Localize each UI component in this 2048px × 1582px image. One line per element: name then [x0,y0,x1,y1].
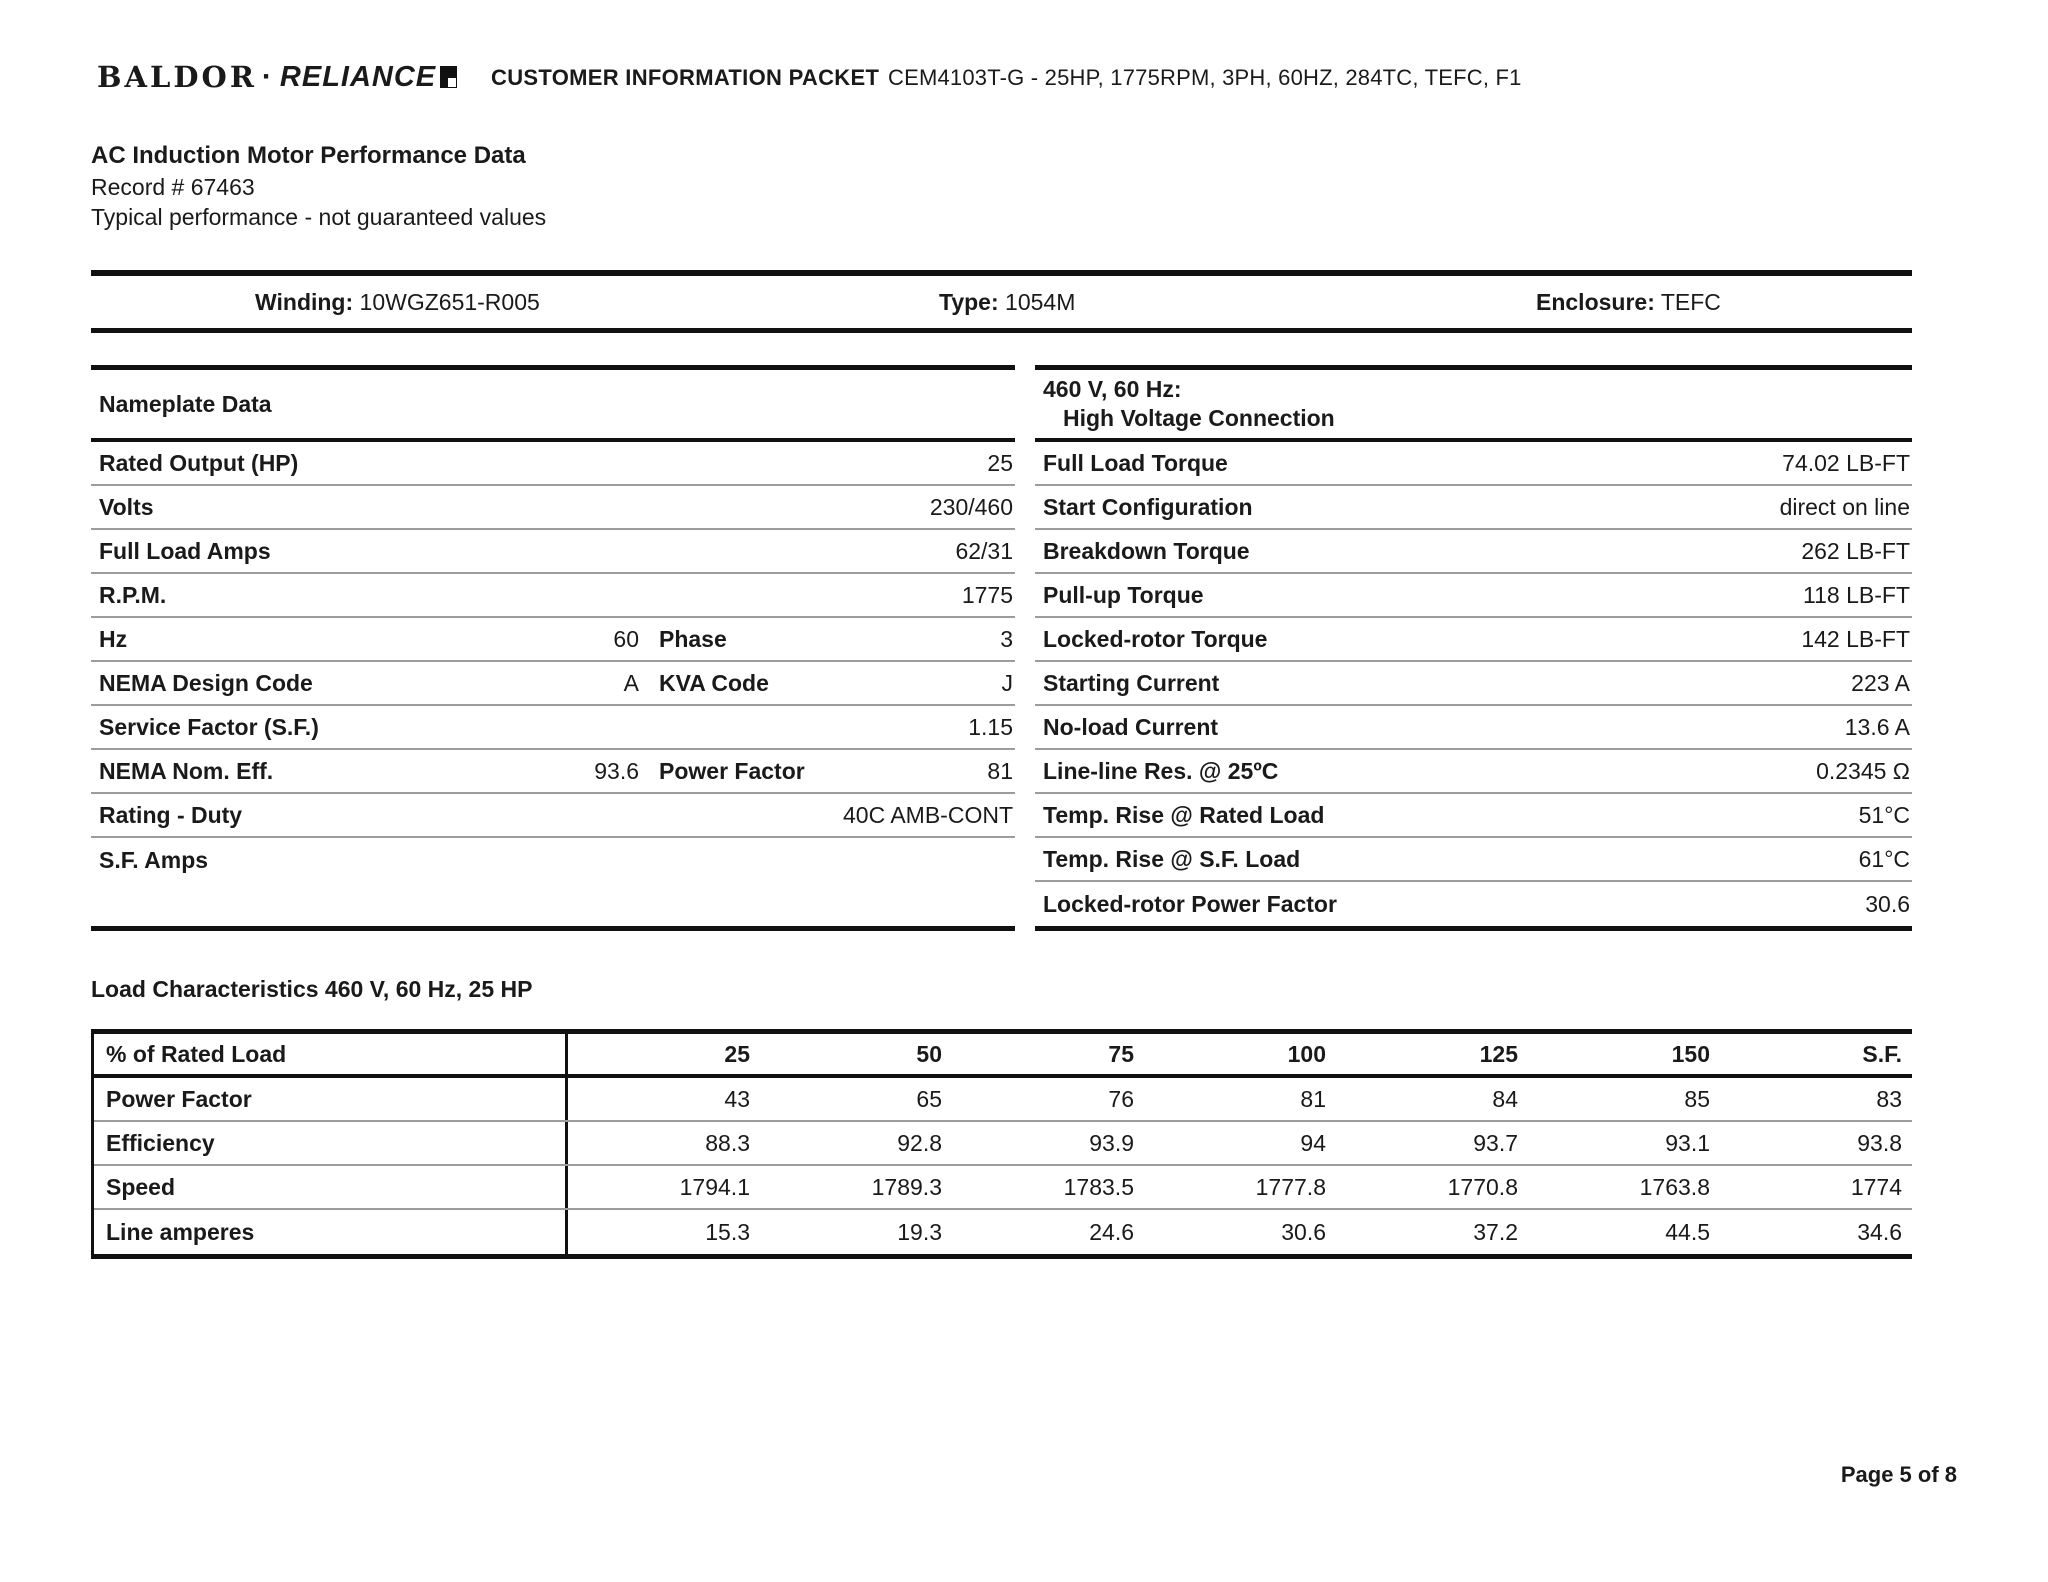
load-cell-value: 1763.8 [1639,1173,1710,1200]
enclosure-label: Enclosure: [1536,289,1655,315]
nameplate-row [91,838,1015,882]
row-label: Starting Current [1043,669,1220,696]
row-label: NEMA Nom. Eff. [99,757,274,784]
connection-row [1035,618,1912,662]
row-value: 3 [1000,625,1013,652]
load-cell-value: 44.5 [1665,1218,1710,1245]
nameplate-row [91,750,1015,794]
row-label: Full Load Amps [99,537,271,564]
row-label: Start Configuration [1043,493,1253,520]
connection-row [1035,486,1912,530]
connection-rows [1035,442,1912,926]
logo-dot-icon: · [261,60,272,93]
load-cell-value: 15.3 [705,1218,750,1245]
connection-header [1035,370,1912,442]
logo-reliance-text: RELIANCE [279,60,437,93]
load-cell-value: 1777.8 [1255,1173,1326,1200]
winding-cell [255,289,540,316]
connection-row [1035,750,1912,794]
connection-header-line1: 460 V, 60 Hz: [1043,376,1182,402]
load-cell-value: 19.3 [897,1218,942,1245]
nameplate-row [91,486,1015,530]
connection-row [1035,442,1912,486]
page-content [91,60,1912,1259]
row-label: S.F. Amps [99,846,209,873]
nameplate-row [91,706,1015,750]
row-label: Line-line Res. @ 25ºC [1043,757,1279,784]
logo-baldor-text: BALDOR [97,60,257,94]
load-cell-value: 85 [1684,1085,1710,1112]
column-gap [1015,365,1035,931]
page-number: Page 5 of 8 [1840,1462,1957,1487]
row-value: 230/460 [929,493,1013,520]
load-row-label: Efficiency [94,1122,568,1164]
enclosure-value: TEFC [1660,289,1721,315]
nameplate-row [91,530,1015,574]
load-cell-value: 30.6 [1281,1218,1326,1245]
load-table-header-row [94,1034,1912,1078]
nameplate-filler-row [91,882,1015,926]
row-label: Rated Output (HP) [99,449,299,476]
row-pair-right [651,626,1015,653]
row-value: 223 A [1851,669,1910,696]
row-value: 262 LB-FT [1801,537,1910,564]
nameplate-table [91,365,1015,931]
winding-summary-bar [91,270,1912,333]
row-label: Rating - Duty [99,801,243,828]
load-column-header: 100 [1287,1040,1326,1067]
load-cell-value: 92.8 [897,1129,942,1156]
load-cell-value: 93.1 [1665,1129,1710,1156]
title-block [91,140,1912,232]
packet-title: CUSTOMER INFORMATION PACKET [491,65,880,90]
type-label: Type: [939,289,999,315]
baldor-reliance-logo [97,60,457,94]
nameplate-row [91,794,1015,838]
page-title: AC Induction Motor Performance Data [91,142,526,169]
load-cell-value: 1770.8 [1447,1173,1518,1200]
load-characteristics-table [91,1029,1912,1259]
load-cell-value: 84 [1492,1085,1518,1112]
load-row-label: Speed [94,1166,568,1208]
nameplate-rows [91,442,1015,882]
nameplate-header [91,370,1015,442]
performance-note: Typical performance - not guaranteed values [91,204,547,230]
nameplate-section [91,365,1912,931]
row-value: A [623,669,639,696]
row-value: J [1001,669,1013,696]
load-cell-value: 93.7 [1473,1129,1518,1156]
load-cell-value: 94 [1300,1129,1326,1156]
load-table-row [94,1166,1912,1210]
logo-mark-square-icon [440,66,457,88]
load-cell-value: 83 [1876,1085,1902,1112]
row-pair-left [91,670,641,697]
row-label: Locked-rotor Power Factor [1043,890,1337,917]
row-value: direct on line [1779,493,1910,520]
load-cell-value: 1794.1 [679,1173,750,1200]
load-cell-value: 43 [724,1085,750,1112]
row-label: Hz [99,625,128,652]
load-column-header: S.F. [1862,1040,1902,1067]
row-label: R.P.M. [99,581,167,608]
row-label: NEMA Design Code [99,669,313,696]
type-cell [939,289,1075,316]
row-label: Power Factor [659,757,805,784]
load-characteristics-heading: Load Characteristics 460 V, 60 Hz, 25 HP [91,976,533,1002]
load-column-header: 150 [1671,1040,1710,1067]
row-value: 40C AMB-CONT [843,801,1013,828]
row-value: 74.02 LB-FT [1782,449,1910,476]
connection-header-line2: High Voltage Connection [1063,405,1335,431]
load-cell-value: 1783.5 [1063,1173,1134,1200]
connection-row [1035,662,1912,706]
row-label: Pull-up Torque [1043,581,1204,608]
nameplate-row [91,574,1015,618]
nameplate-row [91,442,1015,486]
load-cell-value: 34.6 [1857,1218,1902,1245]
row-value: 13.6 A [1844,713,1910,740]
load-column-header: 25 [724,1040,750,1067]
nameplate-row [91,618,1015,662]
row-label: Phase [659,625,727,652]
row-value: 93.6 [594,757,639,784]
row-pair-left [91,626,641,653]
connection-row [1035,882,1912,926]
load-table-body [94,1078,1912,1254]
row-label: KVA Code [659,669,769,696]
motor-model-line: CEM4103T-G - 25HP, 1775RPM, 3PH, 60HZ, 284TC, TEFC, F1 [888,65,1522,90]
row-pair-right [651,758,1015,785]
row-value: 61°C [1858,845,1910,872]
load-row-label: Line amperes [94,1210,568,1254]
load-cell-value: 1789.3 [871,1173,942,1200]
record-number: Record # 67463 [91,174,255,200]
load-cell-value: 93.8 [1857,1129,1902,1156]
row-value: 51°C [1858,801,1910,828]
row-value: 118 LB-FT [1803,581,1910,608]
row-label: No-load Current [1043,713,1219,740]
row-pair-right [651,670,1015,697]
load-cell-value: 88.3 [705,1129,750,1156]
connection-row [1035,794,1912,838]
load-cell-value: 65 [916,1085,942,1112]
load-cell-value: 93.9 [1089,1129,1134,1156]
row-value: 81 [987,757,1013,784]
nameplate-row [91,662,1015,706]
row-label: Breakdown Torque [1043,537,1250,564]
row-value: 0.2345 Ω [1816,757,1910,784]
row-label: Service Factor (S.F.) [99,713,319,740]
row-value: 1775 [961,581,1013,608]
row-label: Full Load Torque [1043,449,1228,476]
row-value: 30.6 [1865,890,1910,917]
load-column-header: 75 [1108,1040,1134,1067]
connection-row [1035,838,1912,882]
load-column-header: 125 [1479,1040,1518,1067]
row-label: Volts [99,493,154,520]
row-label: Temp. Rise @ S.F. Load [1043,845,1301,872]
type-value: 1054M [1005,289,1076,315]
load-row-label: Power Factor [94,1078,568,1120]
winding-label: Winding: [255,289,354,315]
connection-table [1035,365,1912,931]
page-header [91,60,1912,96]
load-cell-value: 37.2 [1473,1218,1518,1245]
winding-value: 10WGZ651-R005 [359,289,540,315]
connection-row [1035,530,1912,574]
row-value: 25 [987,449,1013,476]
row-value: 62/31 [955,537,1013,564]
row-label: Temp. Rise @ Rated Load [1043,801,1325,828]
load-cell-value: 81 [1300,1085,1326,1112]
connection-row [1035,706,1912,750]
load-table-corner-label: % of Rated Load [94,1034,568,1074]
nameplate-header-title: Nameplate Data [99,390,272,417]
load-cell-value: 24.6 [1089,1218,1134,1245]
load-table-row [94,1122,1912,1166]
row-pair-left [91,758,641,785]
load-cell-value: 1774 [1850,1173,1902,1200]
load-cell-value: 76 [1108,1085,1134,1112]
load-table-row [94,1078,1912,1122]
connection-row [1035,574,1912,618]
enclosure-cell [1536,289,1721,316]
load-column-header: 50 [916,1040,942,1067]
row-value: 142 LB-FT [1801,625,1910,652]
row-value: 60 [613,625,639,652]
row-label: Locked-rotor Torque [1043,625,1268,652]
row-value: 1.15 [968,713,1013,740]
load-table-row [94,1210,1912,1254]
